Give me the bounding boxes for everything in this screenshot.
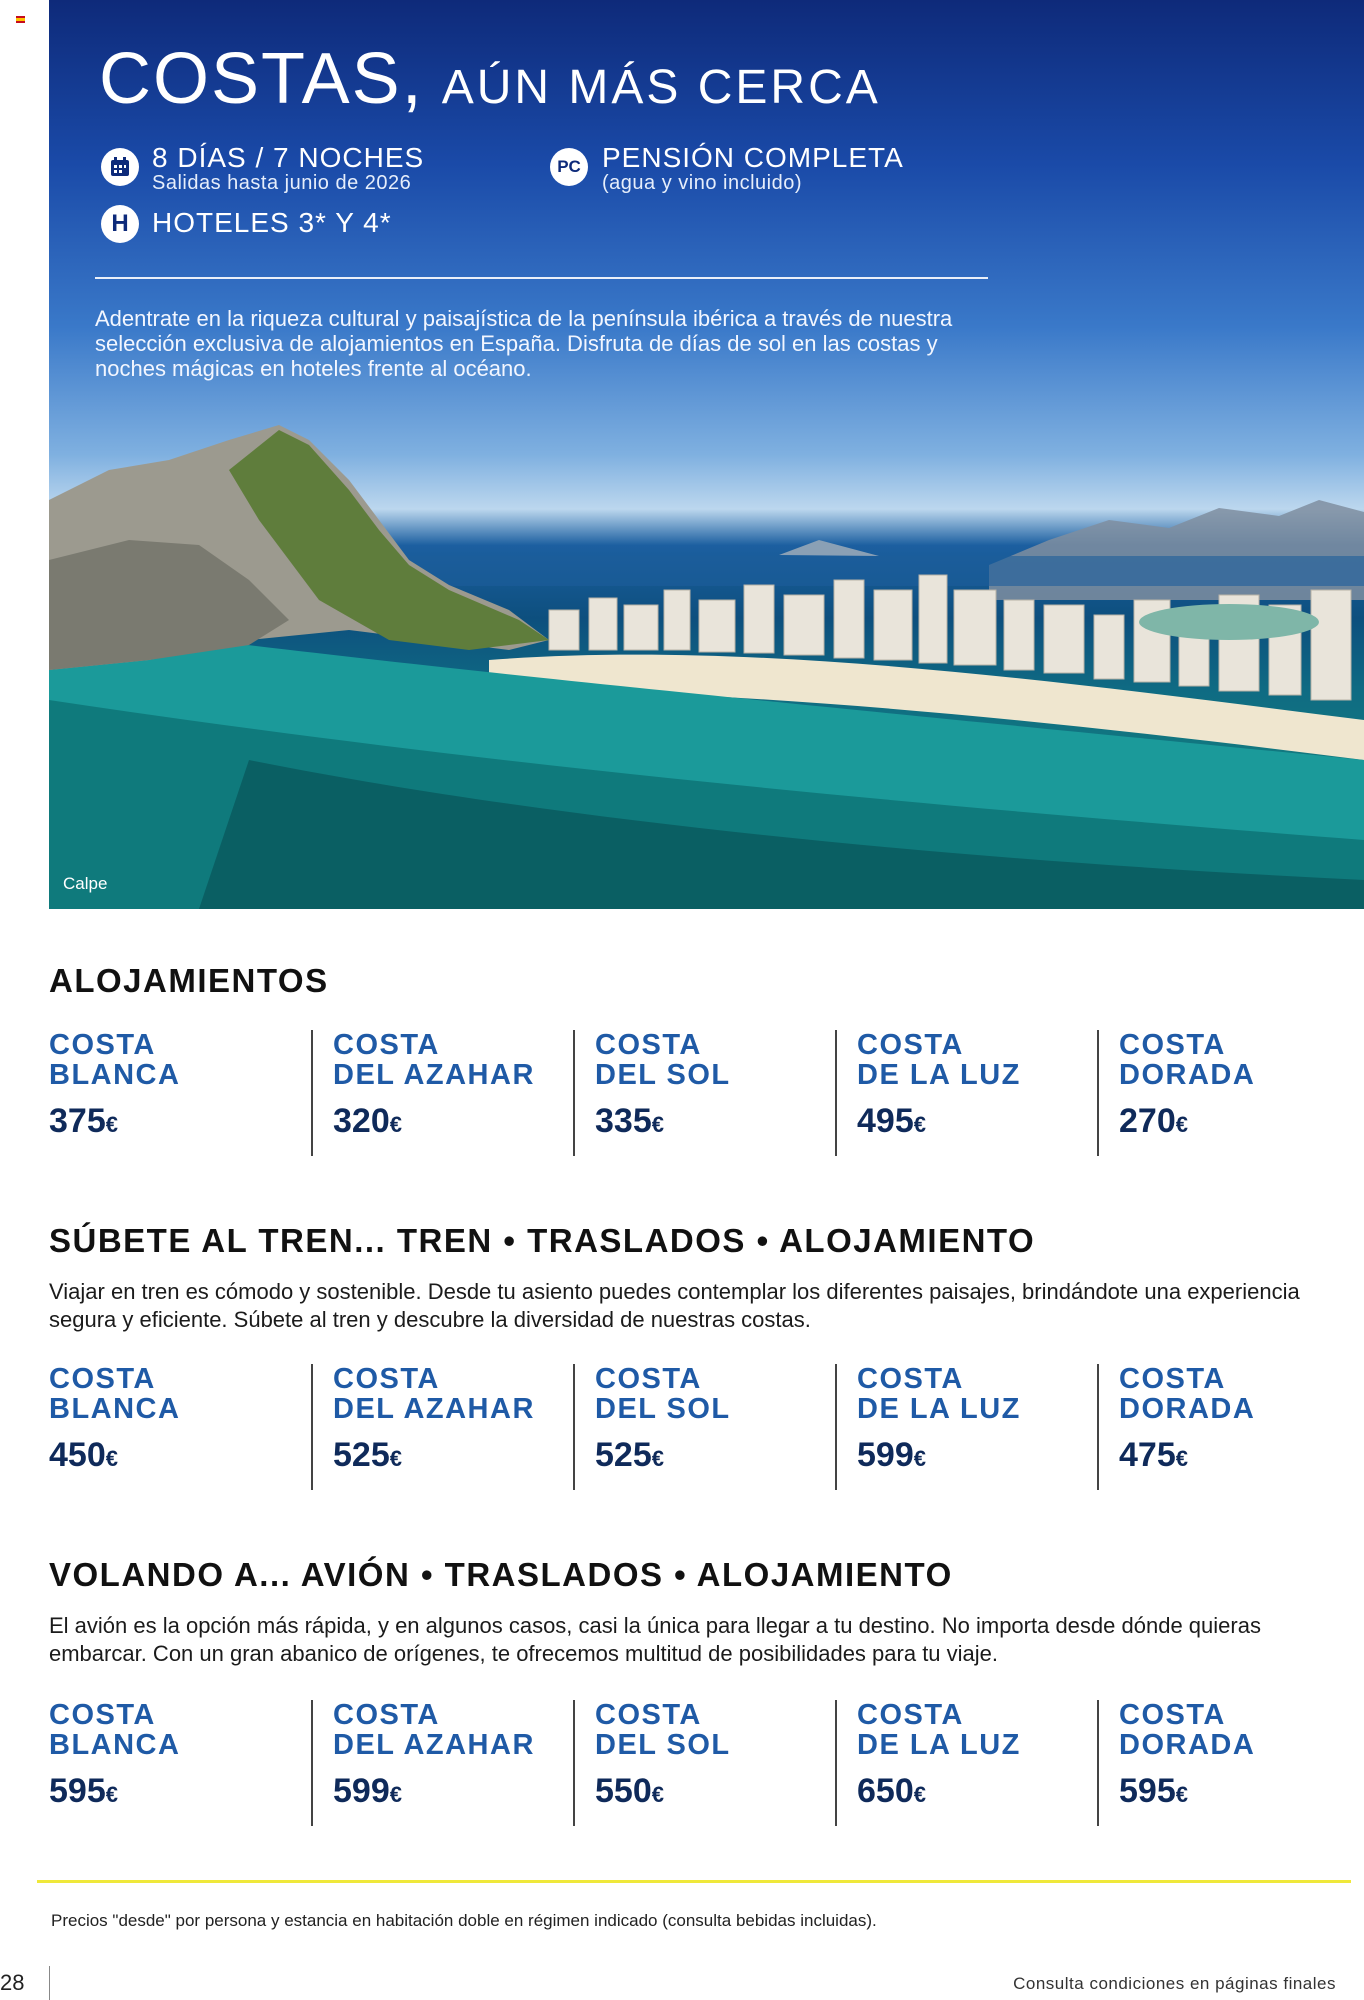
currency: € (389, 1112, 402, 1137)
price-value: 599 (857, 1436, 914, 1474)
price-value: 450 (49, 1436, 106, 1474)
section-title-tren: SÚBETE AL TREN... TREN • TRASLADOS • ALOJAMIENTO (49, 1222, 1036, 1259)
full-board-icon: PC (550, 148, 588, 186)
destination-line1: COSTA (857, 1029, 964, 1061)
calpe-landscape-illustration (49, 0, 1364, 909)
price-value: 335 (595, 1102, 652, 1140)
destination-line2: DEL AZAHAR (333, 1059, 535, 1091)
spain-flag-icon (16, 16, 25, 23)
hotels-text: HOTELES 3* Y 4* (152, 207, 392, 238)
price-value: 320 (333, 1102, 390, 1140)
price-value: 550 (595, 1772, 652, 1810)
destination-line1: COSTA (49, 1363, 156, 1395)
currency: € (913, 1112, 926, 1137)
page-number: 28 (0, 1970, 25, 1995)
destination-line2: DORADA (1119, 1059, 1256, 1091)
destination-line1: COSTA (1119, 1699, 1226, 1731)
conditions-note: Consulta condiciones en páginas finales (1013, 1974, 1336, 1993)
price (49, 1772, 311, 1811)
section-title-alojamientos: ALOJAMIENTOS (49, 962, 329, 999)
price (333, 1436, 573, 1475)
price-cell (835, 1364, 1097, 1490)
price (1119, 1436, 1364, 1475)
currency: € (105, 1446, 118, 1471)
price (1119, 1772, 1364, 1811)
hotel-icon: H (101, 205, 139, 243)
hero-divider (95, 277, 988, 279)
price-cell (49, 1700, 311, 1826)
departures-text: Salidas hasta junio de 2026 (152, 172, 412, 194)
destination-line1: COSTA (49, 1029, 156, 1061)
price (49, 1102, 311, 1141)
hero-description: Adentrate en la riqueza cultural y paisajística de la península ibérica a través de nuestra selección exclusiva de alojamientos en España. Disfruta de días de sol en las costas y noches mágicas en hoteles frente al océano. (95, 306, 953, 381)
price-grid-tren (49, 1364, 1364, 1490)
price-value: 495 (857, 1102, 914, 1140)
destination-line2: DE LA LUZ (857, 1729, 1021, 1761)
price (857, 1102, 1097, 1141)
destination-line2: BLANCA (49, 1729, 181, 1761)
currency: € (651, 1446, 664, 1471)
price-cell (573, 1700, 835, 1826)
currency: € (913, 1446, 926, 1471)
currency: € (651, 1112, 664, 1137)
board-text: PENSIÓN COMPLETA (602, 142, 904, 173)
price-cell (49, 1030, 311, 1156)
price (857, 1436, 1097, 1475)
price-cell (573, 1030, 835, 1156)
currency: € (1175, 1446, 1188, 1471)
price (333, 1772, 573, 1811)
page-number-divider (49, 1966, 50, 2000)
currency: € (105, 1112, 118, 1137)
destination-line2: DE LA LUZ (857, 1059, 1021, 1091)
destination-line1: COSTA (49, 1699, 156, 1731)
hero-title (99, 38, 881, 120)
price-cell (311, 1364, 573, 1490)
price-value: 475 (1119, 1436, 1176, 1474)
currency: € (913, 1782, 926, 1807)
price-cell (1097, 1364, 1364, 1490)
currency: € (105, 1782, 118, 1807)
destination-line1: COSTA (333, 1029, 440, 1061)
section-description-tren: Viajar en tren es cómodo y sostenible. Desde tu asiento puedes contemplar los diferentes paisajes, brindándote una experiencia segura y eficiente. Súbete al tren y descubre la diversidad de nuestras costas. (49, 1279, 1300, 1332)
destination-line2: BLANCA (49, 1059, 181, 1091)
destination-line2: DEL SOL (595, 1059, 731, 1091)
price-value: 525 (333, 1436, 390, 1474)
section-description-avion: El avión es la opción más rápida, y en algunos casos, casi la única para llegar a tu destino. No importa desde dónde quieras embarcar. Con un gran abanico de orígenes, te ofrecemos multitud de posibilidades para tu viaje. (49, 1613, 1261, 1666)
price (595, 1102, 835, 1141)
price-cell (573, 1364, 835, 1490)
price-cell (311, 1030, 573, 1156)
hero-image (49, 0, 1364, 909)
price-grid-alojamientos (49, 1030, 1364, 1156)
price-value: 375 (49, 1102, 106, 1140)
destination-line1: COSTA (595, 1699, 702, 1731)
destination-line1: COSTA (1119, 1363, 1226, 1395)
destination-line1: COSTA (1119, 1029, 1226, 1061)
destination-line1: COSTA (333, 1363, 440, 1395)
price-cell (49, 1364, 311, 1490)
destination-line1: COSTA (857, 1363, 964, 1395)
destination-line2: DEL SOL (595, 1729, 731, 1761)
price (595, 1772, 835, 1811)
calendar-icon (101, 148, 139, 186)
currency: € (651, 1782, 664, 1807)
destination-line1: COSTA (333, 1699, 440, 1731)
destination-line2: DEL AZAHAR (333, 1729, 535, 1761)
price (857, 1772, 1097, 1811)
price-cell (311, 1700, 573, 1826)
price-cell (1097, 1030, 1364, 1156)
destination-line1: COSTA (595, 1363, 702, 1395)
section-title-avion: VOLANDO A... AVIÓN • TRASLADOS • ALOJAMIENTO (49, 1556, 953, 1593)
destination-line2: DEL AZAHAR (333, 1393, 535, 1425)
destination-line2: DORADA (1119, 1729, 1256, 1761)
price (595, 1436, 835, 1475)
photo-caption: Calpe (63, 874, 108, 893)
destination-line1: COSTA (857, 1699, 964, 1731)
footer-divider (37, 1880, 1351, 1883)
price-cell (835, 1030, 1097, 1156)
board-note-text: (agua y vino incluido) (602, 172, 802, 194)
price (333, 1102, 573, 1141)
price-value: 650 (857, 1772, 914, 1810)
destination-line2: DORADA (1119, 1393, 1256, 1425)
hero-title-main: COSTAS, (99, 39, 424, 119)
currency: € (389, 1446, 402, 1471)
price-footnote: Precios "desde" por persona y estancia en habitación doble en régimen indicado (consulta bebidas incluidas). (51, 1911, 877, 1930)
destination-line2: DE LA LUZ (857, 1393, 1021, 1425)
destination-line2: DEL SOL (595, 1393, 731, 1425)
currency: € (1175, 1112, 1188, 1137)
price-grid-avion (49, 1700, 1364, 1826)
price-cell (1097, 1700, 1364, 1826)
price (1119, 1102, 1364, 1141)
destination-line1: COSTA (595, 1029, 702, 1061)
currency: € (389, 1782, 402, 1807)
destination-line2: BLANCA (49, 1393, 181, 1425)
price-value: 595 (49, 1772, 106, 1810)
price (49, 1436, 311, 1475)
hero-title-sub: AÚN MÁS CERCA (441, 61, 881, 114)
price-value: 599 (333, 1772, 390, 1810)
price-value: 595 (1119, 1772, 1176, 1810)
price-value: 270 (1119, 1102, 1176, 1140)
price-cell (835, 1700, 1097, 1826)
price-value: 525 (595, 1436, 652, 1474)
duration-text: 8 DÍAS / 7 NOCHES (152, 142, 425, 173)
currency: € (1175, 1782, 1188, 1807)
